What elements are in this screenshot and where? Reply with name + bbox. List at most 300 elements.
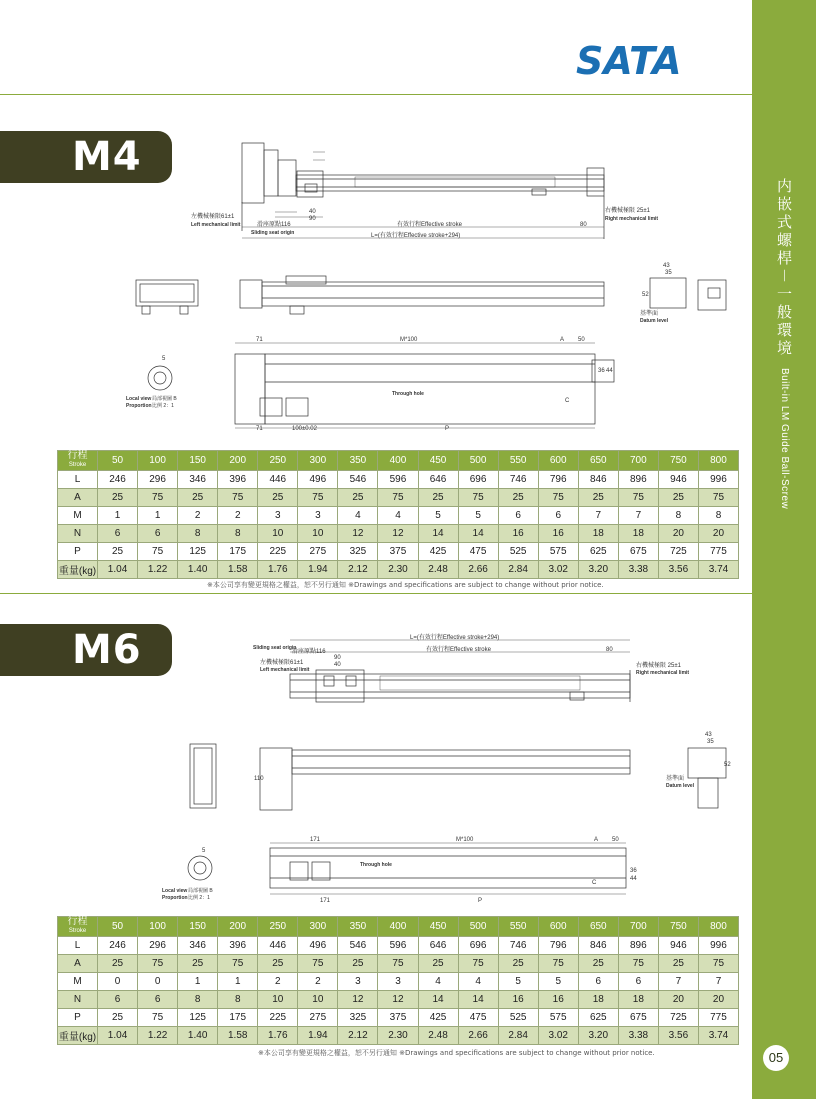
table-cell: 16 (498, 525, 538, 543)
datum-cn: 基準面 (666, 776, 685, 782)
table-cell: 296 (138, 937, 178, 955)
table-cell: 75 (698, 955, 738, 973)
row-label: M (58, 507, 98, 525)
table-cell: 1.22 (138, 1027, 178, 1045)
table-cell: 18 (578, 525, 618, 543)
table-row (58, 1027, 739, 1045)
stroke-value: 650 (578, 917, 618, 937)
model-tab-m4 (0, 131, 172, 183)
table-cell: 25 (498, 489, 538, 507)
table-cell: 25 (338, 489, 378, 507)
local-view-cn: 局部視圖 B (152, 396, 177, 402)
dim-36: 36 (598, 368, 605, 374)
table-row (58, 543, 739, 561)
dim-36: 36 (630, 868, 637, 874)
stroke-value: 750 (658, 917, 698, 937)
table-cell: 525 (498, 543, 538, 561)
table-cell: 496 (298, 471, 338, 489)
dim-90: 90 (309, 216, 316, 222)
table-cell: 2.30 (378, 1027, 418, 1045)
table-cell: 175 (218, 543, 258, 561)
dim-5: 5 (202, 848, 206, 854)
table-cell: 20 (658, 525, 698, 543)
dim-100: 100±0.02 (292, 426, 317, 432)
table-cell: 8 (658, 507, 698, 525)
stroke-value: 500 (458, 451, 498, 471)
dim-c: C (592, 880, 597, 886)
datum-en: Datum level (640, 318, 669, 324)
table-cell: 6 (538, 507, 578, 525)
table-cell: 796 (538, 937, 578, 955)
stroke-value: 100 (138, 917, 178, 937)
table-cell: 746 (498, 471, 538, 489)
row-label: A (58, 955, 98, 973)
table-cell: 25 (578, 955, 618, 973)
stroke-value: 150 (178, 917, 218, 937)
table-cell: 125 (178, 543, 218, 561)
stroke-value: 50 (98, 917, 138, 937)
table-cell: 75 (378, 955, 418, 973)
dim-171-top: 171 (310, 837, 321, 843)
table-cell: 16 (498, 991, 538, 1009)
table-cell: 675 (618, 543, 658, 561)
page-number: 05 (763, 1045, 789, 1071)
table-cell: 18 (618, 991, 658, 1009)
table-cell: 12 (338, 525, 378, 543)
effective-stroke-label: 有效行程Effective stroke (426, 647, 491, 653)
row-label: N (58, 525, 98, 543)
table-cell: 896 (618, 937, 658, 955)
table-cell: 75 (218, 489, 258, 507)
stroke-value: 700 (618, 451, 658, 471)
table-row (58, 489, 739, 507)
table-cell: 6 (498, 507, 538, 525)
table-cell: 3.38 (618, 1027, 658, 1045)
stroke-value: 800 (698, 451, 738, 471)
stroke-value: 350 (338, 451, 378, 471)
sliding-seat-cn: 滑座原點116 (292, 649, 326, 655)
dim-50: 50 (612, 837, 619, 843)
dim-71-top: 71 (256, 337, 263, 343)
total-length-label: L=(有效行程Effective stroke+294) (371, 233, 461, 239)
table-row (58, 507, 739, 525)
table-cell: 1.94 (298, 561, 338, 579)
table-cell: 3.74 (698, 1027, 738, 1045)
table-cell: 2.66 (458, 561, 498, 579)
table-cell: 14 (418, 991, 458, 1009)
table-cell: 896 (618, 471, 658, 489)
row-label: L (58, 937, 98, 955)
table-cell: 25 (178, 489, 218, 507)
stroke-value: 250 (258, 451, 298, 471)
dim-35: 35 (665, 270, 672, 276)
table-cell: 3.38 (618, 561, 658, 579)
dim-44: 44 (606, 368, 613, 374)
table-cell: 25 (258, 955, 298, 973)
table-cell: 8 (178, 991, 218, 1009)
stroke-header-label (58, 917, 98, 937)
sliding-seat-cn: 滑座原點116 (257, 222, 291, 228)
through-hole-label: Through hole (360, 862, 392, 868)
table-cell: 596 (378, 471, 418, 489)
table-cell: 7 (658, 973, 698, 991)
stroke-value: 600 (538, 917, 578, 937)
spec-table-m4 (57, 450, 739, 579)
table-cell: 796 (538, 471, 578, 489)
stroke-value: 600 (538, 451, 578, 471)
table-cell: 12 (338, 991, 378, 1009)
table-cell: 775 (698, 543, 738, 561)
stroke-value: 450 (418, 917, 458, 937)
table-cell: 6 (138, 525, 178, 543)
table-cell: 0 (98, 973, 138, 991)
sidebar-title (764, 178, 804, 509)
sidebar (752, 0, 816, 1099)
table-row (58, 955, 739, 973)
table-cell: 1 (138, 507, 178, 525)
left-limit-en: Left mechanical limit (191, 222, 241, 228)
table-cell: 175 (218, 1009, 258, 1027)
table-cell: 0 (138, 973, 178, 991)
table-cell: 275 (298, 1009, 338, 1027)
stroke-value: 550 (498, 917, 538, 937)
table-cell: 7 (618, 507, 658, 525)
table-cell: 10 (258, 525, 298, 543)
table-cell: 475 (458, 1009, 498, 1027)
dim-m100: M*100 (400, 337, 418, 343)
stroke-label-cn: 行程 (67, 450, 88, 461)
table-cell: 2 (178, 507, 218, 525)
table-cell: 1.04 (98, 561, 138, 579)
table-cell: 2.66 (458, 1027, 498, 1045)
table-cell: 346 (178, 937, 218, 955)
table-cell: 3.02 (538, 561, 578, 579)
dim-52: 52 (642, 292, 649, 298)
stroke-value: 800 (698, 917, 738, 937)
table-cell: 3.02 (538, 1027, 578, 1045)
table-cell: 2.12 (338, 1027, 378, 1045)
table-cell: 946 (658, 937, 698, 955)
table-cell: 12 (378, 991, 418, 1009)
table-cell: 75 (618, 489, 658, 507)
table-cell: 525 (498, 1009, 538, 1027)
table-cell: 20 (698, 991, 738, 1009)
divider-top (0, 94, 752, 95)
table-cell: 946 (658, 471, 698, 489)
left-limit-en: Left mechanical limit (260, 667, 310, 673)
table-cell: 3.20 (578, 561, 618, 579)
table-cell: 8 (178, 525, 218, 543)
table-cell: 25 (178, 955, 218, 973)
table-cell: 325 (338, 543, 378, 561)
dim-40: 40 (334, 662, 341, 668)
table-cell: 5 (538, 973, 578, 991)
datum-cn: 基準面 (640, 311, 659, 317)
spec-table-m6 (57, 916, 739, 1045)
table-cell: 25 (418, 955, 458, 973)
table-cell: 25 (658, 489, 698, 507)
table-cell: 2.48 (418, 1027, 458, 1045)
table-cell: 75 (538, 955, 578, 973)
dim-80: 80 (580, 222, 587, 228)
dim-5: 5 (162, 356, 166, 362)
stroke-value: 50 (98, 451, 138, 471)
stroke-value: 100 (138, 451, 178, 471)
table-cell: 496 (298, 937, 338, 955)
table-cell: 25 (578, 489, 618, 507)
table-cell: 1 (178, 973, 218, 991)
table-cell: 16 (538, 991, 578, 1009)
row-label: 重量(kg) (58, 1027, 98, 1045)
table-cell: 3.56 (658, 1027, 698, 1045)
stroke-value: 500 (458, 917, 498, 937)
row-label: 重量(kg) (58, 561, 98, 579)
table-cell: 75 (138, 489, 178, 507)
dim-50: 50 (578, 337, 585, 343)
row-label: M (58, 973, 98, 991)
table-cell: 3 (298, 507, 338, 525)
effective-stroke-label: 有效行程Effective stroke (397, 222, 462, 228)
table-cell: 225 (258, 1009, 298, 1027)
dim-80: 80 (606, 647, 613, 653)
table-cell: 25 (258, 489, 298, 507)
table-cell: 5 (498, 973, 538, 991)
table-row (58, 471, 739, 489)
table-cell: 3 (258, 507, 298, 525)
table-cell: 7 (698, 973, 738, 991)
stroke-header-label (58, 451, 98, 471)
sata-logo (574, 38, 694, 82)
table-cell: 3 (378, 973, 418, 991)
stroke-value: 200 (218, 917, 258, 937)
local-view-cn: 局部視圖 B (188, 888, 213, 894)
table-cell: 746 (498, 937, 538, 955)
table-cell: 75 (458, 955, 498, 973)
table-cell: 346 (178, 471, 218, 489)
stroke-value: 200 (218, 451, 258, 471)
local-view-en: Local view (162, 888, 188, 894)
table-cell: 646 (418, 937, 458, 955)
table-cell: 25 (658, 955, 698, 973)
stroke-value: 450 (418, 451, 458, 471)
table-cell: 1.58 (218, 1027, 258, 1045)
table-cell: 2.84 (498, 561, 538, 579)
table-cell: 675 (618, 1009, 658, 1027)
table-cell: 475 (458, 543, 498, 561)
disclaimer-note-m4: ※本公司享有變更規格之權益，恕不另行通知 ※Drawings and specifications are subject to change without prior notice. (207, 581, 604, 589)
table-cell: 75 (298, 955, 338, 973)
table-cell: 12 (378, 525, 418, 543)
table-cell: 325 (338, 1009, 378, 1027)
sliding-seat-en: Sliding seat origin (251, 230, 295, 236)
model-title: M6 (72, 627, 142, 673)
table-cell: 225 (258, 543, 298, 561)
dim-44: 44 (630, 876, 637, 882)
dim-a: A (560, 337, 565, 343)
table-cell: 8 (218, 991, 258, 1009)
m6-top-view-drawing (250, 630, 710, 730)
table-cell: 10 (298, 525, 338, 543)
table-cell: 446 (258, 471, 298, 489)
table-cell: 775 (698, 1009, 738, 1027)
table-cell: 4 (378, 507, 418, 525)
stroke-value: 250 (258, 917, 298, 937)
table-cell: 3.56 (658, 561, 698, 579)
table-cell: 696 (458, 471, 498, 489)
table-cell: 2.12 (338, 561, 378, 579)
table-cell: 396 (218, 471, 258, 489)
datum-en: Datum level (666, 783, 695, 789)
stroke-value: 400 (378, 451, 418, 471)
dim-m100: M*100 (456, 837, 474, 843)
table-cell: 6 (618, 973, 658, 991)
stroke-label-en: Stroke (68, 462, 87, 468)
table-cell: 375 (378, 1009, 418, 1027)
stroke-value: 300 (298, 917, 338, 937)
model-tab-m6 (0, 624, 172, 676)
table-cell: 20 (698, 525, 738, 543)
dim-c: C (565, 398, 570, 404)
sidebar-title-cn: 内嵌式螺桿－一般環境 (775, 178, 793, 359)
table-cell: 75 (138, 1009, 178, 1027)
table-cell: 5 (458, 507, 498, 525)
table-cell: 75 (618, 955, 658, 973)
row-label: P (58, 543, 98, 561)
table-cell: 18 (618, 525, 658, 543)
table-cell: 846 (578, 937, 618, 955)
table-cell: 6 (578, 973, 618, 991)
dim-43: 43 (663, 263, 670, 269)
table-cell: 1.04 (98, 1027, 138, 1045)
table-cell: 246 (98, 471, 138, 489)
table-cell: 2.84 (498, 1027, 538, 1045)
table-cell: 725 (658, 543, 698, 561)
row-label: N (58, 991, 98, 1009)
m4-top-view-drawing (185, 138, 659, 248)
table-cell: 25 (98, 489, 138, 507)
table-cell: 4 (458, 973, 498, 991)
table-cell: 3 (338, 973, 378, 991)
stroke-value: 700 (618, 917, 658, 937)
dim-90: 90 (334, 655, 341, 661)
table-cell: 2 (218, 507, 258, 525)
proportion-en: Proportion (126, 403, 152, 409)
stroke-label-cn: 行程 (67, 916, 88, 927)
table-cell: 1.76 (258, 1027, 298, 1045)
table-cell: 246 (98, 937, 138, 955)
table-cell: 8 (698, 507, 738, 525)
table-row (58, 1009, 739, 1027)
table-cell: 4 (418, 973, 458, 991)
table-cell: 275 (298, 543, 338, 561)
table-row (58, 525, 739, 543)
m4-side-view-drawing (130, 258, 730, 328)
table-cell: 846 (578, 471, 618, 489)
table-cell: 14 (418, 525, 458, 543)
right-limit-en: Right mechanical limit (636, 670, 690, 676)
stroke-value: 400 (378, 917, 418, 937)
table-row (58, 561, 739, 579)
table-row (58, 991, 739, 1009)
table-cell: 75 (538, 489, 578, 507)
table-cell: 2 (298, 973, 338, 991)
table-cell: 575 (538, 543, 578, 561)
proportion-cn: 比例 2：1 (152, 403, 174, 409)
stroke-label-en: Stroke (68, 928, 87, 934)
through-hole-label: Through hole (392, 391, 424, 397)
table-cell: 296 (138, 471, 178, 489)
stroke-header-row (58, 917, 739, 937)
table-cell: 75 (138, 955, 178, 973)
table-cell: 6 (138, 991, 178, 1009)
table-cell: 25 (498, 955, 538, 973)
dim-p: P (478, 898, 483, 904)
table-cell: 625 (578, 543, 618, 561)
row-label: L (58, 471, 98, 489)
table-cell: 1 (218, 973, 258, 991)
table-cell: 425 (418, 543, 458, 561)
table-cell: 2.30 (378, 561, 418, 579)
stroke-value: 300 (298, 451, 338, 471)
table-cell: 546 (338, 937, 378, 955)
table-cell: 546 (338, 471, 378, 489)
stroke-value: 350 (338, 917, 378, 937)
table-cell: 75 (138, 543, 178, 561)
table-row (58, 937, 739, 955)
table-cell: 25 (98, 543, 138, 561)
right-limit-en: Right mechanical limit (605, 216, 659, 222)
table-cell: 375 (378, 543, 418, 561)
local-view-en: Local view (126, 396, 152, 402)
row-label: P (58, 1009, 98, 1027)
table-cell: 596 (378, 937, 418, 955)
logo-text: SATA (576, 39, 682, 83)
m6-side-view-drawing (180, 728, 730, 818)
table-cell: 2.48 (418, 561, 458, 579)
dim-52: 52 (724, 762, 731, 768)
total-length-label: L=(有效行程Effective stroke+294) (410, 635, 500, 641)
sliding-seat-en: Sliding seat origin (253, 645, 297, 651)
table-cell: 396 (218, 937, 258, 955)
table-cell: 3.74 (698, 561, 738, 579)
table-cell: 75 (458, 489, 498, 507)
table-cell: 696 (458, 937, 498, 955)
right-limit-cn: 右機械極限 25±1 (636, 663, 681, 669)
table-cell: 2 (258, 973, 298, 991)
m4-bottom-view-drawing (120, 330, 630, 435)
table-cell: 25 (418, 489, 458, 507)
table-cell: 18 (578, 991, 618, 1009)
table-cell: 625 (578, 1009, 618, 1027)
table-cell: 1.40 (178, 561, 218, 579)
table-cell: 16 (538, 525, 578, 543)
table-cell: 25 (338, 955, 378, 973)
proportion-en: Proportion (162, 895, 188, 901)
table-cell: 1.22 (138, 561, 178, 579)
table-cell: 1.58 (218, 561, 258, 579)
table-cell: 10 (298, 991, 338, 1009)
right-limit-cn: 右機械極限 25±1 (605, 208, 650, 214)
stroke-value: 750 (658, 451, 698, 471)
table-cell: 1.76 (258, 561, 298, 579)
dim-40: 40 (309, 209, 316, 215)
table-cell: 125 (178, 1009, 218, 1027)
table-cell: 1 (98, 507, 138, 525)
table-cell: 446 (258, 937, 298, 955)
stroke-value: 550 (498, 451, 538, 471)
table-cell: 10 (258, 991, 298, 1009)
dim-p: P (445, 426, 450, 432)
